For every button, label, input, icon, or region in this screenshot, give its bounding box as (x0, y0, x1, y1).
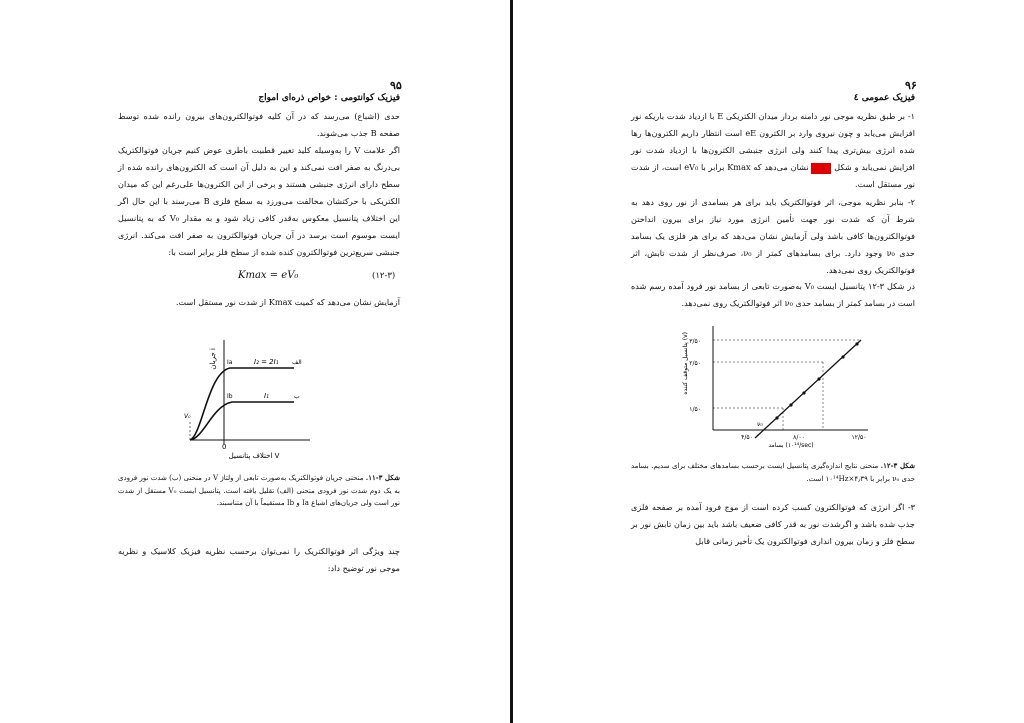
curve-a (190, 368, 294, 440)
paragraph: ۲- بنابر نظریه موجی، اثر فوتوالکتریک باید برای هر بسامدی از نور روی دهد به شرط آن که شدت نور جهت تأمین انرژی مورد نیاز برای بیرون انداختن فوتوالکترون‌ها کافی باشد ولی آزمایش نشان می‌دهد که برای هر فلزی یک بسامد حدی ν₀ وجود دارد. برای بسامدهای کمتر از ν₀، صرف‌نظر از شدت تابش، اثر فوتوالکتریک روی نمی‌دهد. (631, 197, 915, 275)
x-tick-label: ۸/۰۰ (793, 434, 805, 441)
paragraph-text: ۱- بر طبق نظریه موجی نور دامنه بردار میدان الکتریکی E با ازدیاد شدت باریکه نور افزایش می‌یابد و چون نیروی وارد بر الکترون eE است انتظار داریم الکترون‌ها رها شده انرژی بیش‌تری پیدا کنند ولی انرژی جنبشی الکترون‌ها با ازدیاد شدت نور افزایش نمی‌یابد و شکل (631, 111, 916, 172)
photocurrent-figure (170, 332, 320, 460)
caption-text: منحنی نتایج اندازه‌گیری پتانسیل ایست برحسب بسامدهای مختلف برای سدیم. بسامد حدی ν₀ برابر با ۴٫۳۹×۱۰¹⁴Hz است. (631, 462, 915, 483)
fit-line (755, 340, 861, 438)
x-axis-label: اختلاف پتانسیل V (228, 452, 280, 460)
caption-label: شکل ۳-۱۲. (880, 461, 915, 470)
stopping-potential-figure (673, 318, 873, 448)
y-axis-label: پتانسیل متوقف کننده (v) (682, 332, 689, 395)
right-page (513, 0, 1024, 723)
page-number: ۹۶ (905, 79, 917, 92)
highlight-box (811, 163, 831, 174)
left-page (0, 0, 510, 723)
y-tick-label: ۲/۵۰ (689, 360, 701, 367)
origin-label: 0 (222, 443, 227, 451)
paragraph: چند ویژگی اثر فوتوالکتریک را نمی‌توان برحسب نظریه فیزیک کلاسیک و نظریه موجی نور توضیح داد: (118, 546, 400, 573)
paragraph: ۳- اگر انرژی که فوتوالکترون کسب کرده است از موج فرود آمده بر صفحه فلزی جذب شده باشد و اگرشدت نور به قدر کافی ضعیف باشد باید بین زمان تابش نور بر سطح فلز و زمان بیرون انداری فوتوالکترون یک تأخیر زمانی قابل (631, 502, 915, 546)
equation-number: (۱۲-۳) (372, 271, 396, 281)
ia-label: Ia (227, 359, 233, 366)
v0-label: V₀ (184, 413, 191, 420)
running-head: فیزیک عمومی ٤ (853, 93, 915, 103)
data-point (789, 403, 792, 406)
data-point (802, 391, 805, 394)
y-tick-label: ۳/۵۰ (689, 338, 701, 345)
page-number: ۹۵ (390, 79, 402, 92)
x-tick-label: ۱۲/۵۰ (851, 434, 867, 441)
y-tick-label: ۱/۵۰ (689, 406, 701, 413)
curve-a-label: I₂ = 2I₁ (254, 358, 279, 366)
data-point (855, 342, 858, 345)
x-axis-label: بسامد (۱۰¹⁴/sec) (768, 442, 814, 448)
paragraph: آزمایش نشان می‌دهد که کمیت Kmax از شدت نور مستقل است. (175, 297, 400, 307)
data-point (775, 416, 778, 419)
caption-label: شکل ۳-۱۱. (365, 473, 400, 482)
curve-b-tag: ب (294, 393, 300, 400)
nu0-label: ν₀ (757, 421, 763, 428)
curve-b-label: I₁ (264, 392, 269, 400)
paragraph (631, 108, 915, 193)
paragraph: اگر علامت V را به‌وسیله کلید تغییر قطبیت باطری عوض کنیم جریان فوتوالکتریک بی‌درنگ به صفر افت نمی‌کند و این به دلیل آن است که الکترون‌های رانده شده از سطح دارای انرژی جنبشی هستند و برخی از این الکترون‌ها علی‌رغم این که میدان الکتریکی با حرکتشان مخالفت می‌ورزد به سطح فلزی B می‌رسند با این حال اگر این اختلاف پتانسیل معکوس به‌قدر کافی زیاد شود و به مقدار V₀ که به پتانسیل ایست موسوم است برسد در آن جریان فوتوالکترون به صفر افت می‌کند. انرژی جنبشی سریع‌ترین فوتوالکترون کنده شده از سطح فلز برابر است با: (118, 145, 401, 257)
y-axis-label: جریان i (209, 348, 217, 370)
figure-caption (631, 460, 915, 485)
paragraph-text: نشان می‌دهد که Kmax برابر با eV₀ است، از شدت نور مستقل است. (631, 162, 915, 189)
equation: Kmax = eV₀ (238, 270, 299, 281)
ib-label: Ib (227, 393, 233, 400)
paragraph: حدی (اشباع) می‌رسد که در آن کلیه فوتوالکترون‌های بیرون رانده شده توسط صفحه B جذب می‌شوند. (118, 111, 400, 138)
curve-a-tag: الف (292, 359, 302, 366)
caption-text: منحنی جریان فوتوالکتریک به‌صورت تابعی از ولتاژ V در منحنی (ب) شدت نور فرودی به یک دوم شدت نور فرودی منحنی (الف) تقلیل یافته است. پتانسیل ایست V₀ مستقل از شدت نور است ولی جریان‌های اشباع Ia و Ib مستقیماً با آن متناسبند. (118, 474, 400, 507)
running-head: فیزیک کوانتومی : خواص ذره‌ای امواج (258, 93, 400, 103)
data-point (841, 355, 844, 358)
figure-caption (118, 472, 400, 510)
data-point (817, 377, 820, 380)
x-tick-label: ۴/۵۰ (741, 434, 753, 441)
paragraph: در شکل ۳-۱۲ پتانسیل ایست V₀ به‌صورت تابعی از بسامد نور فرود آمده رسم شده است در بسامد کمتر از بسامد حدی ν₀ اثر فوتوالکتریک روی نمی‌دهد. (631, 281, 916, 308)
